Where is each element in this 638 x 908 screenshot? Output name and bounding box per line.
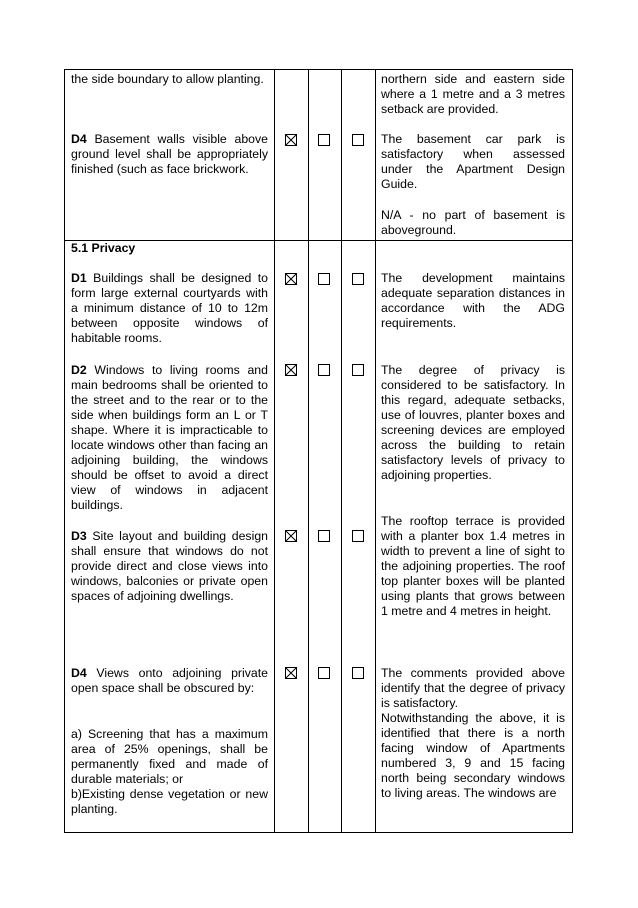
- not-applicable-cell: [342, 70, 376, 241]
- unchecked-box-icon: [352, 667, 364, 679]
- comment-cell: [376, 241, 573, 833]
- control-text: Windows to living rooms and main bedrooms shall be oriented to the street and to the rear or to the side when buildings form an L or T shape. Where it is impracticable to locate windows other than facing an adjoining building, the windows should be offset to avoid a direct view of windows in adjacent buildings.: [71, 363, 268, 512]
- control-code: D1: [71, 271, 87, 285]
- comment-cell: [376, 70, 573, 241]
- control-text: Site layout and building design shall ensure that windows do not provide direct and close views into windows, balconies or private open spaces of adjoining dwellings.: [71, 529, 268, 603]
- unchecked-box-icon: [352, 273, 364, 285]
- control-text: Buildings shall be designed to form large external courtyards with a minimum distance of 10 to 12m between opposite windows of habitable rooms.: [71, 271, 268, 345]
- unchecked-box-icon: [352, 364, 364, 376]
- unchecked-box-icon: [318, 134, 330, 146]
- control-text: Basement walls visible above ground level shall be appropriately finished (such as face brickwork.: [71, 132, 268, 176]
- control-text: the side boundary to allow planting.: [71, 72, 264, 86]
- checked-box-icon: [285, 273, 297, 285]
- checked-box-icon: [285, 134, 297, 146]
- unchecked-box-icon: [318, 667, 330, 679]
- unchecked-box-icon: [318, 364, 330, 376]
- checked-box-icon: [285, 364, 297, 376]
- does-not-comply-cell: [309, 70, 342, 241]
- comment-text: The degree of privacy is considered to be satisfactory. In this regard, adequate setbacks, use of louvres, planter boxes and screening devices are employed across the building to retain satisfactory levels of privacy to adjoining properties.: [381, 363, 565, 482]
- unchecked-box-icon: [318, 273, 330, 285]
- control-code: D4: [71, 132, 87, 146]
- compliance-table: [64, 69, 573, 833]
- control-cell: [65, 70, 275, 241]
- section-heading: 5.1 Privacy: [71, 241, 136, 255]
- comment-text: The rooftop terrace is provided with a planter box 1.4 metres in width to prevent a line of sight to the adjoining properties. The roof top planter boxes will be planted using plants that grows between 1 metre and 4 metres in height.: [381, 514, 565, 618]
- comment-text: Notwithstanding the above, it is identified that there is a north facing window of Apartments numbered 3, 9 and 15 facing north being secondary windows to living areas. The windows are: [381, 711, 565, 800]
- not-applicable-cell: [342, 241, 376, 833]
- checked-box-icon: [285, 667, 297, 679]
- control-d4: [71, 666, 268, 696]
- unchecked-box-icon: [352, 134, 364, 146]
- unchecked-box-icon: [318, 530, 330, 542]
- control-d4: [71, 132, 268, 177]
- control-text: Views onto adjoining private open space shall be obscured by:: [71, 666, 268, 695]
- comment-text: The comments provided above identify that the degree of privacy is satisfactory.: [381, 666, 565, 710]
- complies-cell: [275, 241, 309, 833]
- control-code: D4: [71, 666, 87, 680]
- table-row: [65, 70, 573, 241]
- control-text: a) Screening that has a maximum area of 25% openings, shall be permanently fixed and made of durable materials; or: [71, 727, 268, 786]
- control-code: D2: [71, 363, 87, 377]
- control-cell: [65, 241, 275, 833]
- table-row: [65, 241, 573, 833]
- comment-text: N/A - no part of basement is aboveground.: [381, 208, 565, 237]
- does-not-comply-cell: [309, 241, 342, 833]
- unchecked-box-icon: [352, 530, 364, 542]
- control-d3: [71, 529, 268, 604]
- complies-cell: [275, 70, 309, 241]
- comment-text: northern side and eastern side where a 1 metre and a 3 metres setback are provided.: [381, 72, 565, 116]
- comment-text: The basement car park is satisfactory when assessed under the Apartment Design Guide.: [381, 132, 565, 191]
- control-d1: [71, 271, 268, 346]
- control-code: D3: [71, 529, 87, 543]
- control-d2: [71, 363, 268, 513]
- control-text: b)Existing dense vegetation or new planting.: [71, 787, 268, 816]
- comment-text: The development maintains adequate separation distances in accordance with the ADG requirements.: [381, 271, 565, 330]
- checked-box-icon: [285, 530, 297, 542]
